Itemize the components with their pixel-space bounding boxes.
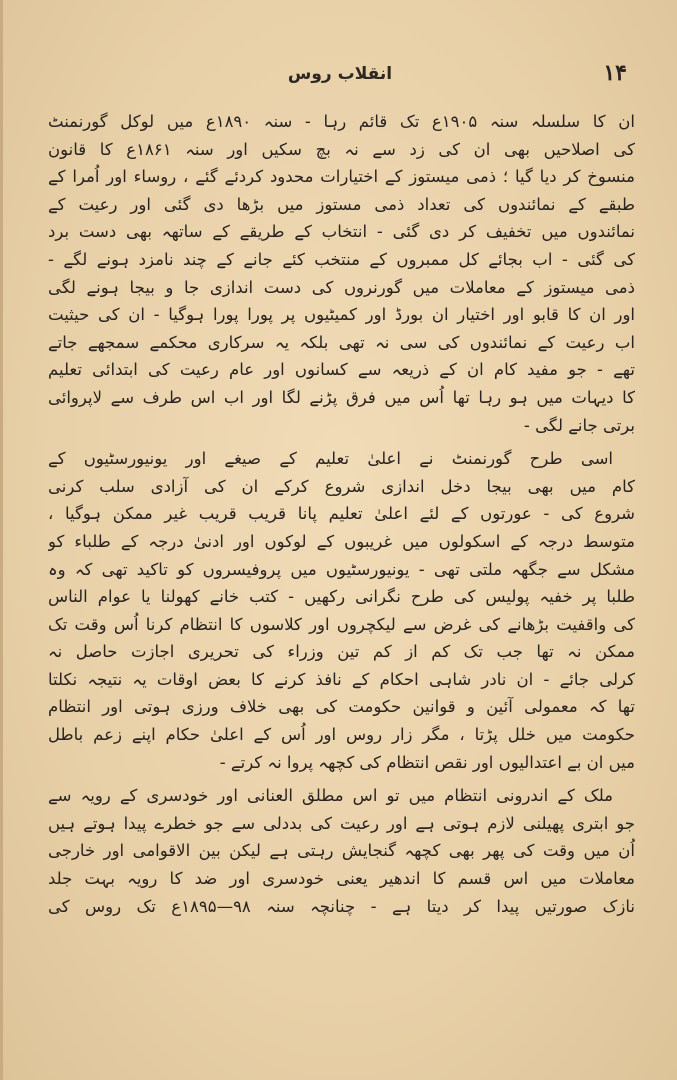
text-line: تھے - جو مفید کام ان کے ذریعہ سے کسانوں اور عام رعیت کی ابتدائی تعلیم (48, 360, 635, 380)
paragraph (48, 108, 635, 439)
text-line: کرلی جائے - ان نادر شاہی احکام کے نافذ کرنے کا بعض اوقات یہ نتیجہ نکلتا (48, 669, 635, 689)
text-line: طلبا پر خفیہ پولیس کی طرح نگرانی رکھیں - کتب خانے کھولنا یا عوام الناس (48, 587, 635, 607)
page-number: ۱۴ (603, 60, 627, 86)
text-line: میں ان بے اعتدالیوں اور نقص انتظام کی کچھہ پروا نہ کرتے - (219, 752, 635, 772)
text-line: جو ابتری پھیلنی لازم ہوتی ہے اور رعیت کی بددلی سے جو خطرے پیدا ہوتے ہیں (48, 813, 635, 833)
text-line: کی واقفیت بڑھانے کی غرض سے لیکچروں اور کلاسوں کا انتظام کرنا اُس وقت تک (48, 614, 635, 634)
text-line: نمائندوں میں تخفیف کر دی گئی - انتخاب کے طریقے کے ساتھہ بھی دست برد (48, 222, 635, 242)
text-line: اسی طرح گورنمنٹ نے اعلیٰ تعلیم کے صیغے اور یونیورسٹیوں کے (48, 449, 613, 469)
text-line: حکومت میں خلل پڑتا ، مگر زار روس اور اُس کے اعلیٰ حکام اپنے زعم باطل (48, 725, 635, 745)
text-line: شروع کی - عورتوں کے لئے اعلیٰ تعلیم پانا قریب قریب غیر ممکن ہوگیا ، (48, 504, 635, 524)
running-title: انقلاب روس (287, 64, 393, 84)
text-line: نازک صورتیں پیدا کر دیتا ہے - چنانچہ سنہ ۹۸—۱۸۹۵ع تک روس کی (48, 896, 635, 916)
text-line: تھا کہ معمولی آئین و قوانین حکومت کی بھی خلاف ورزی ہوتی اور انتظام (48, 697, 635, 717)
text-line: کا دیہات میں ہو رہا تھا اُس میں فرق پڑنے لگا اور اب اس طرف سے لاپروائی (48, 387, 635, 407)
text-line: برتی جانے لگی - (523, 415, 635, 435)
text-line: متوسط درجہ کے اسکولوں میں غریبوں کے لوکوں اور ادنیٰ درجہ کے طلباء کو (48, 531, 635, 551)
page-body (48, 108, 635, 926)
text-line: اُن میں وقت کی پھر بھی کچھہ گنجایش رہتی ہے لیکن بین الاقوامی اور خارجی (48, 841, 635, 861)
text-line: کام میں بھی بیجا دخل اندازی شروع کرکے ان کی آزادی سلب کرنی (48, 476, 635, 496)
paragraph (48, 782, 635, 920)
text-line: ان کا سلسلہ سنہ ۱۹۰۵ع تک قائم رہا - سنہ ۱۸۹۰ع میں لوکل گورنمنٹ (48, 112, 635, 131)
text-line: ممکن نہ تھا جب تک کم از کم تین وزراء کی تحریری اجازت حاصل نہ (48, 642, 635, 662)
text-line: کی اصلاحیں بھی ان کی زد سے نہ بچ سکیں اور سنہ ۱۸۶۱ع کا قانون (48, 139, 635, 159)
text-line: مشکل سے جگھہ ملتی تھی - یونیورسٹیوں میں پروفیسروں کو تاکید تھی کہ وہ (48, 559, 635, 579)
text-line: اور ان کا قابو اور اختیار ان بورڈ اور کمیٹیوں پر پورا پورا ہوگیا - ان کی حیثیت (48, 305, 635, 325)
page-header (3, 58, 677, 98)
paragraph (48, 445, 635, 776)
text-line: ذمی میستوز کے معاملات میں گورنروں کی دست اندازی جا و بیجا ہونے لگی (48, 277, 635, 297)
text-line: اب رعیت کے نمائندوں کی سی نہ تھی بلکہ یہ سرکاری محکمے سمجھے جاتے (48, 332, 635, 352)
text-line: معاملات میں اس قسم کا اندھیر یعنی خودسری اور ضد کا رویہ بہت جلد (48, 869, 635, 889)
text-line: طبقے کے نمائندوں کی تعداد ذمی مستوز میں بڑھا دی گئی اور رعیت کے (48, 194, 635, 214)
text-line: کی گئی - اب بجائے کل ممبروں کے منتخب کئے جانے کے چند نامزد ہونے لگے - (48, 249, 635, 269)
text-line: منسوخ کر دیا گیا ؛ ذمی میستوز کے اختیارات محدود کردئے گئے ، روساء اور اُمرا کے (48, 167, 635, 187)
text-line: ملک کے اندرونی انتظام میں تو اس مطلق العنانی اور خودسری کے رویہ سے (48, 786, 613, 806)
